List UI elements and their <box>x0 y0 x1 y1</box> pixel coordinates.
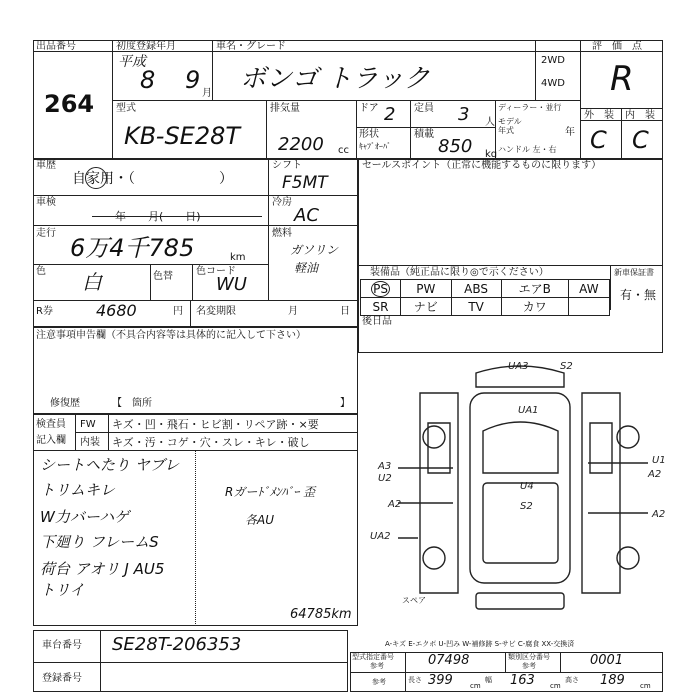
mark-a2-right: A2 <box>648 469 662 480</box>
exterior-grade: C <box>590 126 607 154</box>
month-label: 月 <box>288 306 298 317</box>
name-change-label: 名変期限 <box>196 306 236 317</box>
warranty-label: 新車保証書 <box>614 268 654 277</box>
fuel-label: 燃料 <box>272 228 292 239</box>
warranty-value: 有・無 <box>620 288 657 302</box>
notes-label: 注意事項申告欄（不具合内容等は具体的に記入して下さい） <box>36 330 306 341</box>
r-ticket-value: 4680 <box>96 301 137 320</box>
yen-unit: 円 <box>173 306 183 317</box>
inspector-label2: 記入欄 <box>36 435 66 446</box>
mark-a2-right2: A2 <box>652 509 666 520</box>
overall-grade: R <box>610 59 634 99</box>
equip-airbag: エアB <box>501 280 568 298</box>
type-number: 07498 <box>428 653 470 668</box>
sales-point-label: セールスポイント（正常に機能するものに限ります） <box>362 160 602 171</box>
inspection-label: 車検 <box>36 197 56 208</box>
inspector-label1: 検査員 <box>36 419 66 430</box>
handle-label: ハンドル 左・右 <box>498 145 557 154</box>
equipment-label: 装備品（純正品に限り◎で示ください） <box>370 267 549 278</box>
km-unit: km <box>230 252 246 263</box>
model-code: KB-SE28T <box>124 122 241 150</box>
shift-label: シフト <box>272 160 302 171</box>
length-unit: cm <box>470 682 481 690</box>
shift: F5MT <box>282 173 328 193</box>
displacement: 2200 <box>278 134 324 155</box>
exterior-codes: キズ・凹・飛石・ヒビ割・リペア跡・×要 <box>112 418 319 431</box>
equip-tv: TV <box>451 298 501 316</box>
equip-blank <box>568 298 609 316</box>
type-ref: 参考 <box>370 662 384 670</box>
handwritten-note-6: トリイ <box>40 581 85 599</box>
car-damage-diagram <box>358 353 666 633</box>
month-unit: 月 <box>202 88 212 99</box>
history-label: 車歴 <box>36 160 56 171</box>
color: 白 <box>82 270 102 294</box>
era: 平成 <box>118 54 146 70</box>
year-unit: 年 <box>565 127 575 138</box>
exterior-label: 外 装 <box>584 110 614 121</box>
equip-leather: カワ <box>501 298 568 316</box>
load: 850 <box>438 136 473 157</box>
repair-history-label: 修復歴 <box>50 398 80 409</box>
car-name-label: 車名・グレード <box>216 41 286 52</box>
reg-month: 9 <box>185 66 201 94</box>
size-ref: 参考 <box>372 678 386 686</box>
spare-label: スペア <box>402 596 426 605</box>
cc-unit: cc <box>338 145 349 156</box>
shape-label: 形状 <box>359 129 379 140</box>
car-name: ボンゴ トラック <box>240 64 430 94</box>
sales-point-block <box>358 158 663 353</box>
dealer-label: ディーラー・並行 <box>498 103 562 112</box>
reg-number-label: 登録番号 <box>42 673 82 684</box>
cargo-bed <box>483 483 558 563</box>
equip-abs: ABS <box>451 280 501 298</box>
rear-view <box>476 593 564 609</box>
inspection: 年 月( 日) <box>115 210 201 223</box>
door-label: ドア <box>359 103 379 114</box>
chassis-label: 車台番号 <box>42 640 82 651</box>
height: 189 <box>600 673 625 688</box>
history: 自家用・（ ） <box>72 171 233 187</box>
mark-ua2: UA2 <box>370 531 391 542</box>
mark-s2-bed: S2 <box>520 501 533 512</box>
interior-label: 内 装 <box>625 110 655 121</box>
category-label: 類別区分番号 <box>508 653 550 661</box>
height-label: 高さ <box>565 676 579 684</box>
height-unit: cm <box>640 682 651 690</box>
mark-u2: U2 <box>378 473 392 484</box>
drive-4wd: 4WD <box>541 78 565 89</box>
fuel-light-oil: 軽油 <box>294 261 319 275</box>
lot-number: 264 <box>44 90 95 118</box>
equip-ps: PS <box>361 280 401 298</box>
color-code-label: 色コード <box>196 266 236 277</box>
category-ref: 参考 <box>522 662 536 670</box>
model-label: 型式 <box>116 103 136 114</box>
shape: ｷｬﾌﾞｵｰﾊﾞ <box>359 142 391 151</box>
rear-item-label: 後日品 <box>362 316 392 327</box>
mileage-label: 走行 <box>36 228 56 239</box>
width: 163 <box>510 673 535 688</box>
reg-date-label: 初度登録年月 <box>116 41 176 52</box>
mark-s2-top: S2 <box>560 361 573 372</box>
wheel-fl <box>423 426 445 448</box>
repair-close: 】 <box>340 398 350 409</box>
equip-navi: ナビ <box>401 298 451 316</box>
r-ticket-label: R券 <box>36 306 53 317</box>
wheel-rl <box>423 547 445 569</box>
mark-a2-left: A2 <box>388 499 402 510</box>
ac-label: 冷房 <box>272 197 292 208</box>
category-number: 0001 <box>590 653 624 668</box>
equipment-table <box>360 279 610 316</box>
color-code: WU <box>216 274 247 295</box>
interior-codes: キズ・汚・コゲ・穴・スレ・キレ・破し <box>112 436 310 449</box>
mark-u1: U1 <box>652 455 666 466</box>
color-change-label: 色替 <box>153 271 173 282</box>
length: 399 <box>428 673 453 688</box>
equip-pw: PW <box>401 280 451 298</box>
equip-aw: AW <box>568 280 609 298</box>
doors: 2 <box>384 104 396 125</box>
reg-year: 8 <box>140 66 156 94</box>
right-note-2: 各AU <box>245 513 274 527</box>
mileage-note: 64785km <box>290 607 352 622</box>
width-unit: cm <box>550 682 561 690</box>
interior-row-label: 内装 <box>80 437 100 448</box>
chassis-number: SE28T-206353 <box>112 634 242 655</box>
color-label: 色 <box>36 266 46 277</box>
damage-legend: A-キズ E-エクボ U-凹み W-補修跡 S-サビ C-腐食 XX-交換済 <box>385 640 575 648</box>
equip-sr: SR <box>361 298 401 316</box>
cab-roof <box>483 422 558 473</box>
width-label: 幅 <box>485 676 492 684</box>
type-number-label: 型式指定番号 <box>352 653 394 661</box>
capacity: 3 <box>458 104 470 125</box>
interior-grade: C <box>632 126 649 154</box>
home-circle <box>85 167 107 189</box>
handwritten-note-2: トリムキレ <box>40 481 115 499</box>
right-note-1: Rガーﾄﾞﾒﾝﾊﾞｰ 歪 <box>225 485 316 499</box>
lot-label: 出品番号 <box>36 41 76 52</box>
mark-ua1: UA1 <box>518 405 539 416</box>
ac: AC <box>294 205 319 226</box>
capacity-label: 定員 <box>414 103 434 114</box>
handwritten-note-4: 下廻り フレームS <box>40 533 159 551</box>
person-unit: 人 <box>485 117 495 128</box>
grade-label: 評 価 点 <box>592 41 642 52</box>
kg-unit: kg <box>485 149 498 160</box>
fw-label: FW <box>80 419 96 430</box>
day-label: 日 <box>340 306 350 317</box>
repair-part: 【 箇所 <box>112 398 152 409</box>
mark-ua3: UA3 <box>508 361 529 372</box>
model-year-label: モデル年式 <box>498 117 522 135</box>
load-label: 積載 <box>414 129 434 140</box>
mileage: 6万4千785 <box>70 234 195 262</box>
mark-a3: A3 <box>378 461 392 472</box>
handwritten-note-5: 荷台 アオリ J AU5 <box>40 560 165 578</box>
fuel-gasoline: ガソリン <box>290 243 339 257</box>
length-label: 長さ <box>408 676 422 684</box>
handwritten-note-3: W力バーハゲ <box>40 508 130 526</box>
mark-u4: U4 <box>520 481 534 492</box>
drive-2wd: 2WD <box>541 55 565 66</box>
displacement-label: 排気量 <box>270 103 300 114</box>
handwritten-note-1: シートヘたり ヤブレ <box>40 456 180 474</box>
